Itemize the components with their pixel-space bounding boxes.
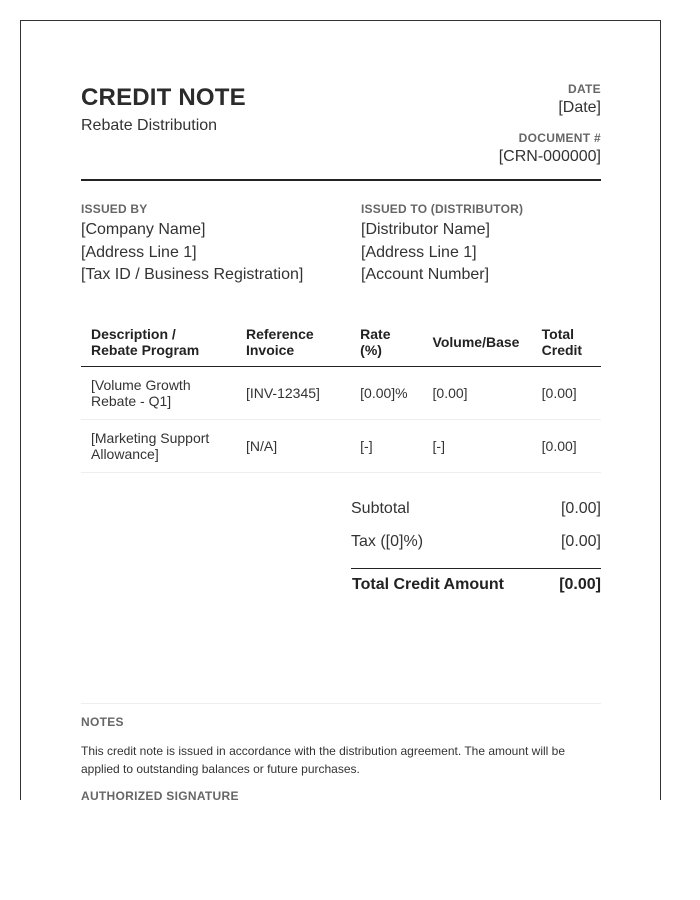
grand-total-label: Total Credit Amount <box>352 576 504 593</box>
table-row <box>81 420 601 473</box>
row-description: [Marketing Support Allowance] <box>81 420 236 473</box>
issued-by-section <box>81 202 303 287</box>
issued-to-distributor: [Distributor Name] <box>361 221 490 238</box>
column-header-total: Total Credit <box>532 320 601 367</box>
column-header-rate: Rate (%) <box>350 320 422 367</box>
issued-to-address: [Address Line 1] <box>361 243 477 261</box>
issued-to-account: [Account Number] <box>361 266 490 283</box>
notes-label: NOTES <box>81 715 124 729</box>
grand-total-row <box>351 576 601 594</box>
subtotal-label: Subtotal <box>351 500 410 517</box>
subtotal-row <box>351 500 601 518</box>
document-number-label: DOCUMENT # <box>518 131 601 145</box>
document-subtitle: Rebate Distribution <box>81 117 218 134</box>
issued-to-label: ISSUED TO (DISTRIBUTOR) <box>361 202 524 216</box>
row-rate: [-] <box>350 420 422 473</box>
tax-label: Tax ([0]%) <box>351 533 424 550</box>
notes-text: This credit note is issued in accordance with the distribution agreement. The amount will be applied to outstanding balances or future purchases. <box>81 744 566 776</box>
document-number-block <box>499 131 601 166</box>
tax-value: [0.00] <box>560 533 601 550</box>
row-reference: [INV-12345] <box>236 367 350 420</box>
row-reference: [N/A] <box>236 420 350 473</box>
date-value: [Date] <box>558 99 601 116</box>
date-block <box>558 82 601 117</box>
date-label: DATE <box>568 82 601 96</box>
tax-row <box>351 533 601 551</box>
totals-divider <box>351 568 601 569</box>
notes-divider <box>81 703 601 704</box>
row-volume: [0.00] <box>423 367 532 420</box>
column-header-reference: Reference Invoice <box>236 320 350 367</box>
document-number-value: [CRN-000000] <box>498 148 601 165</box>
row-volume: [-] <box>423 420 532 473</box>
line-items-table <box>81 320 601 473</box>
document-title: CREDIT NOTE <box>81 84 246 111</box>
row-total: [0.00] <box>532 367 601 420</box>
column-header-description: Description / Rebate Program <box>81 320 236 367</box>
row-total: [0.00] <box>532 420 601 473</box>
issued-by-label: ISSUED BY <box>81 202 148 216</box>
issued-by-address: [Address Line 1] <box>81 243 197 261</box>
column-header-volume: Volume/Base <box>423 320 532 367</box>
table-header-row <box>81 320 601 367</box>
issued-to-section <box>361 202 523 287</box>
row-description: [Volume Growth Rebate - Q1] <box>81 367 236 420</box>
issued-by-company: [Company Name] <box>81 221 206 238</box>
issued-by-tax-id: [Tax ID / Business Registration] <box>81 266 304 283</box>
subtotal-value: [0.00] <box>560 500 601 517</box>
authorized-signature-label: AUTHORIZED SIGNATURE <box>81 789 239 803</box>
row-rate: [0.00]% <box>350 367 422 420</box>
header-divider <box>81 179 601 181</box>
credit-note-page <box>20 20 661 803</box>
grand-total-value: [0.00] <box>559 576 601 593</box>
table-row <box>81 367 601 420</box>
